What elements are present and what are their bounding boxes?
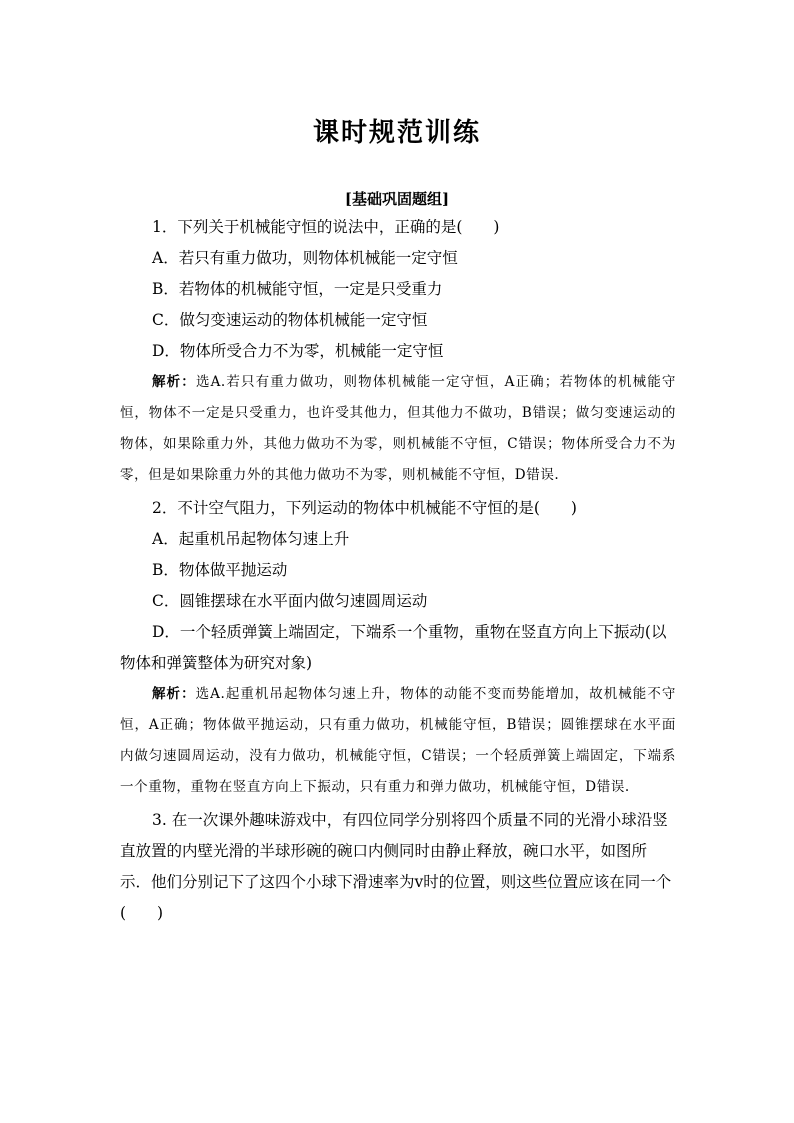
option-d: D．一个轻质弹簧上端固定，下端系一个重物，重物在竖直方向上下振动(以物体和弹簧整体为研究对象) <box>120 623 667 672</box>
explanation-text: 选A.若只有重力做功，则物体机械能一定守恒，A正确；若物体的机械能守恒，物体不一定是只受重力，也许受其他力，但其他力不做功，B错误；做匀变速运动的物体，如果除重力外，其他力做功不为零，则机械能不守恒，C错误；物体所受合力不为零，但是如果除重力外的其他力做功不为零，则机械能不守恒，D错误. <box>120 374 676 483</box>
explanation-text: 选A.起重机吊起物体匀速上升，物体的动能不变而势能增加，故机械能不守恒，A正确；物体做平抛运动，只有重力做功，机械能守恒，B错误；圆锥摆球在水平面内做匀速圆周运动，没有力做功，机械能守恒，C错误；一个轻质弹簧上端固定，下端系一个重物，重物在竖直方向上下振动，只有重力和弹力做功，机械能守恒，D错误. <box>120 686 676 795</box>
option-a: A．起重机吊起物体匀速上升 <box>152 530 350 548</box>
question-stem: 3. 在一次课外趣味游戏中，有四位同学分别将四个质量不同的光滑小球沿竖直放置的内壁光滑的半球形碗的碗口内侧同时由静止释放，碗口水平，如图所示．他们分别记下了这四个小球下滑速率为v时的位置，则这些位置应该在同一个( ) <box>120 811 672 922</box>
page-title: 课时规范训练 <box>312 118 481 148</box>
question-2 <box>120 493 676 803</box>
option-c: C．做匀变速运动的物体机械能一定守恒 <box>152 311 428 329</box>
question-3 <box>120 805 676 929</box>
option-b: B．物体做平抛运动 <box>152 561 288 579</box>
question-stem: 1．下列关于机械能守恒的说法中，正确的是( ) <box>152 218 500 236</box>
section-heading: [基础巩固题组] <box>344 190 450 208</box>
explanation <box>120 679 676 803</box>
explanation-label: 解析： <box>152 374 196 390</box>
question-1 <box>120 212 676 491</box>
question-list <box>120 212 676 929</box>
option-b: B．若物体的机械能守恒，一定是只受重力 <box>152 280 443 298</box>
question-stem: 2．不计空气阻力，下列运动的物体中机械能不守恒的是( ) <box>152 499 577 517</box>
option-d: D．物体所受合力不为零，机械能一定守恒 <box>152 342 444 360</box>
explanation <box>120 367 676 491</box>
explanation-label: 解析： <box>152 686 196 702</box>
option-a: A．若只有重力做功，则物体机械能一定守恒 <box>152 249 458 267</box>
option-c: C．圆锥摆球在水平面内做匀速圆周运动 <box>152 592 428 610</box>
